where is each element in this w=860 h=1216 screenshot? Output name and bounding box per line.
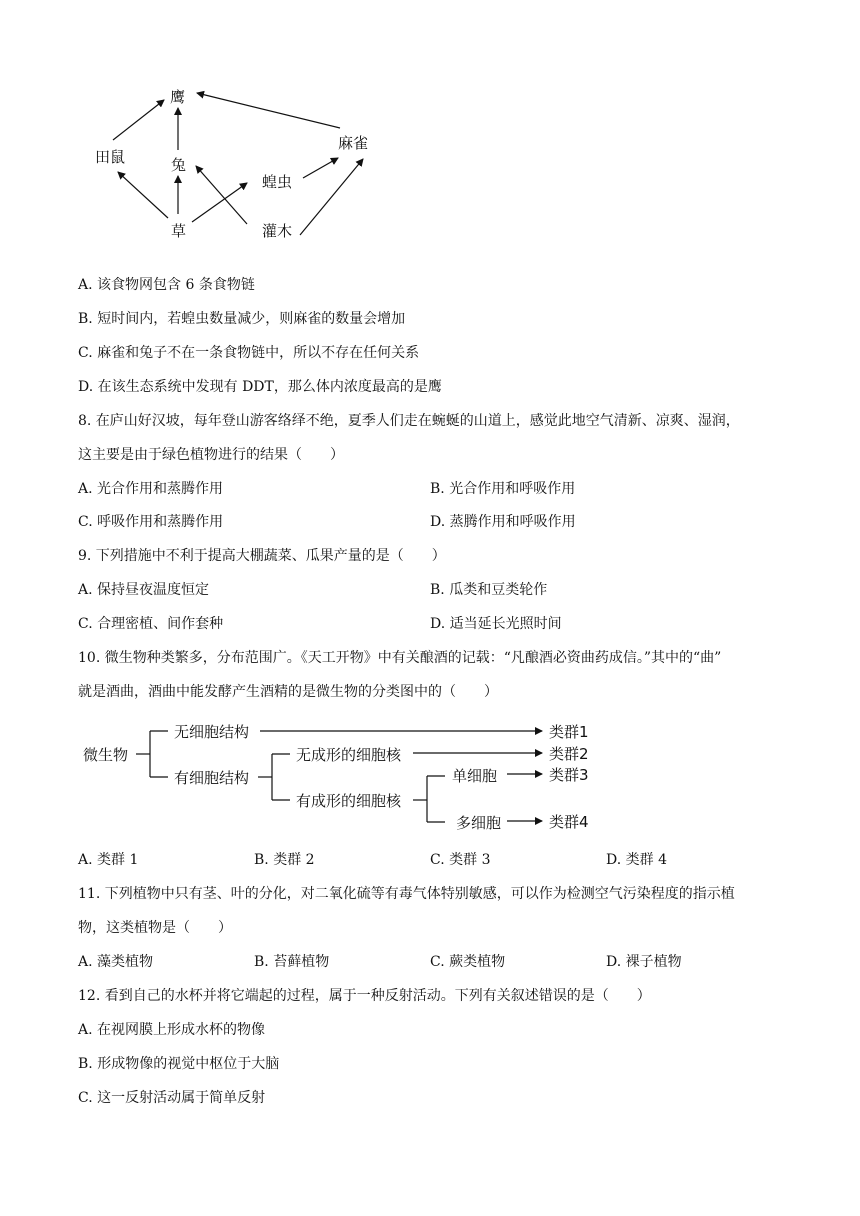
q12-stem: 12. 看到自己的水杯并将它端起的过程，属于一种反射活动。下列有关叙述错误的是（ ） <box>78 988 651 1004</box>
diagram-root: 微生物 <box>83 746 129 764</box>
q7-option-d: D. 在该生态系统中发现有 DDT，那么体内浓度最高的是鹰 <box>78 379 442 395</box>
arrow-shrub-to-sparrow <box>300 159 363 235</box>
q7-option-a: A. 该食物网包含 6 条食物链 <box>78 277 255 293</box>
arrow-grass-to-mouse <box>118 172 168 218</box>
q9-stem: 9. 下列措施中不利于提高大棚蔬菜、瓜果产量的是（ ） <box>78 548 446 564</box>
node-field-mouse: 田鼠 <box>95 148 126 166</box>
diagram-group1: 类群1 <box>549 723 589 741</box>
arrow-grass-to-locust <box>192 183 247 222</box>
arrow-locust-to-sparrow <box>303 158 338 178</box>
diagram-group3: 类群3 <box>549 766 589 784</box>
node-sparrow: 麻雀 <box>338 134 369 152</box>
q8-option-b: B. 光合作用和呼吸作用 <box>430 481 576 497</box>
q10-option-b: B. 类群 2 <box>254 852 315 868</box>
q12-option-a: A. 在视网膜上形成水杯的物像 <box>78 1022 266 1038</box>
q8-option-a: A. 光合作用和蒸腾作用 <box>78 481 224 497</box>
q10-option-c: C. 类群 3 <box>430 852 491 868</box>
diagram-unicellular: 单细胞 <box>452 767 498 785</box>
arrow-sparrow-to-eagle <box>197 93 340 128</box>
q8-option-d: D. 蒸腾作用和呼吸作用 <box>430 514 576 530</box>
q7-option-b: B. 短时间内，若蝗虫数量减少，则麻雀的数量会增加 <box>78 311 406 327</box>
q9-option-c: C. 合理密植、间作套种 <box>78 616 224 632</box>
q12-option-c: C. 这一反射活动属于简单反射 <box>78 1090 266 1106</box>
node-rabbit: 兔 <box>171 156 187 174</box>
node-shrub: 灌木 <box>262 222 293 240</box>
q10-option-a: A. 类群 1 <box>78 852 139 868</box>
microbe-classification-diagram <box>75 712 615 840</box>
diagram-multicellular: 多细胞 <box>456 814 502 832</box>
q8-stem-line1: 8. 在庐山好汉坡，每年登山游客络绎不绝，夏季人们走在蜿蜒的山道上，感觉此地空气清新、凉爽、湿润， <box>78 413 740 429</box>
q12-option-b: B. 形成物像的视觉中枢位于大脑 <box>78 1056 280 1072</box>
diagram-has-cell: 有细胞结构 <box>174 769 250 787</box>
diagram-group2: 类群2 <box>549 745 589 763</box>
q10-stem-line1: 10. 微生物种类繁多，分布范围广。《天工开物》中有关酿酒的记载：“凡酿酒必资曲药成信。”其中的“曲” <box>78 650 722 666</box>
node-locust: 蝗虫 <box>262 173 293 191</box>
arrow-mouse-to-eagle <box>113 100 164 140</box>
q11-option-d: D. 裸子植物 <box>606 954 682 970</box>
diagram-no-cell: 无细胞结构 <box>174 723 250 741</box>
q10-option-d: D. 类群 4 <box>606 852 667 868</box>
q11-stem-line1: 11. 下列植物中只有茎、叶的分化，对二氧化硫等有毒气体特别敏感，可以作为检测空气污染程度的指示植 <box>78 886 735 902</box>
node-eagle: 鹰 <box>170 88 186 106</box>
q9-option-b: B. 瓜类和豆类轮作 <box>430 582 548 598</box>
food-web-diagram <box>80 78 400 248</box>
q11-option-c: C. 蕨类植物 <box>430 954 506 970</box>
q9-option-a: A. 保持昼夜温度恒定 <box>78 582 210 598</box>
q7-option-c: C. 麻雀和兔子不在一条食物链中，所以不存在任何关系 <box>78 345 420 361</box>
q11-option-b: B. 苔藓植物 <box>254 954 330 970</box>
diagram-has-nucleus: 有成形的细胞核 <box>296 792 402 810</box>
q11-stem-line2: 物，这类植物是（ ） <box>78 920 232 936</box>
q11-option-a: A. 藻类植物 <box>78 954 154 970</box>
node-grass: 草 <box>171 222 187 240</box>
q8-option-c: C. 呼吸作用和蒸腾作用 <box>78 514 224 530</box>
q10-stem-line2: 就是酒曲，酒曲中能发酵产生酒精的是微生物的分类图中的（ ） <box>78 684 498 700</box>
q8-stem-line2: 这主要是由于绿色植物进行的结果（ ） <box>78 447 344 463</box>
arrow-shrub-to-rabbit <box>196 166 247 224</box>
diagram-group4: 类群4 <box>549 813 589 831</box>
q9-option-d: D. 适当延长光照时间 <box>430 616 562 632</box>
diagram-no-nucleus: 无成形的细胞核 <box>296 746 402 764</box>
